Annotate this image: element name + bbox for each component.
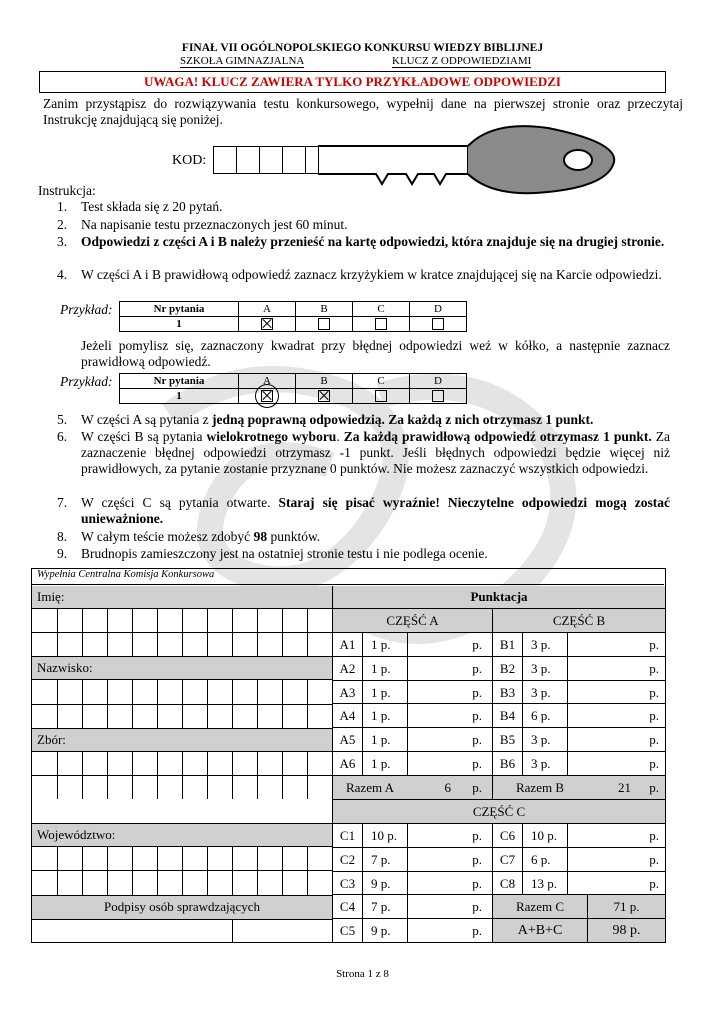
score-field[interactable]: p. [567, 823, 665, 847]
letter-box[interactable] [282, 632, 307, 656]
question-points: 1 p. [362, 727, 407, 751]
score-field[interactable]: p. [567, 727, 665, 751]
question-id: C3 [332, 871, 362, 895]
question-id: B5 [492, 727, 522, 751]
key-icon [318, 124, 618, 196]
col-a: A [239, 302, 296, 317]
letter-box[interactable] [157, 632, 182, 656]
question-id: B2 [492, 656, 522, 680]
letter-box[interactable] [107, 870, 132, 895]
letter-box[interactable] [182, 679, 207, 704]
letter-box[interactable] [132, 632, 157, 656]
letter-box[interactable] [57, 775, 82, 799]
score-field[interactable]: p. [407, 871, 492, 895]
letter-box[interactable] [32, 632, 57, 656]
letter-box[interactable] [232, 870, 257, 895]
filled-by-label: Wypełnia Centralna Komisja Konkursowa [32, 569, 664, 585]
row-number: 1 [120, 389, 239, 404]
example-table-2 [119, 373, 467, 404]
score-field[interactable]: p. [407, 918, 492, 942]
razem-c-label: Razem C [492, 894, 587, 918]
letter-box[interactable] [107, 704, 132, 728]
letter-box[interactable] [157, 751, 182, 775]
score-field[interactable]: p. [567, 656, 665, 680]
letter-box[interactable] [307, 870, 332, 895]
col-nr: Nr pytania [120, 374, 239, 389]
letter-box[interactable] [32, 608, 57, 632]
intro-text: Zanim przystąpisz do rozwiązywania testu konkursowego, wypełnij dane na pierwszej stronie oraz przeczytaj Instrukcję znajdującą się poniżej. [43, 96, 683, 127]
question-id: C2 [332, 847, 362, 871]
score-field[interactable]: p. [567, 847, 665, 871]
letter-box[interactable] [182, 751, 207, 775]
question-points: 1 p. [362, 656, 407, 680]
letter-box[interactable] [207, 704, 232, 728]
letter-box[interactable] [82, 846, 107, 870]
question-id: C7 [492, 847, 522, 871]
score-field[interactable]: p. [407, 632, 492, 656]
question-id: C4 [332, 894, 362, 918]
question-points: 10 p. [522, 823, 567, 847]
letter-box[interactable] [182, 846, 207, 870]
kod-boxes[interactable] [214, 146, 329, 174]
razem-b-label: Razem B [492, 775, 587, 799]
doc-title: FINAŁ VII OGÓLNOPOLSKIEGO KONKURSU WIEDZY BIBLIJNEJ [181, 42, 544, 54]
question-id: B6 [492, 751, 522, 775]
warning-banner: UWAGA! KLUCZ ZAWIERA TYLKO PRZYKŁADOWE ODPOWIEDZI [39, 71, 666, 93]
letter-box[interactable] [57, 846, 82, 870]
col-b: B [296, 374, 353, 389]
letter-box[interactable] [282, 679, 307, 704]
letter-box[interactable] [232, 704, 257, 728]
signature-field-1[interactable] [32, 919, 232, 942]
czesc-c-header: CZĘŚĆ C [332, 799, 665, 823]
punktacja-header: Punktacja [332, 586, 665, 608]
letter-box[interactable] [132, 846, 157, 870]
instruction-1: 1. Test składa się z 20 pytań. [57, 199, 223, 214]
score-field[interactable]: p. [407, 894, 492, 918]
letter-box[interactable] [82, 775, 107, 799]
instruction-9: 9. Brudnopis zamieszczony jest na ostatniej stronie testu i nie podlega ocenie. [57, 546, 488, 561]
letter-box[interactable] [107, 846, 132, 870]
letter-box[interactable] [32, 775, 57, 799]
checkbox-circled[interactable] [261, 390, 273, 402]
letter-box[interactable] [157, 846, 182, 870]
letter-box[interactable] [182, 870, 207, 895]
podpisy-label: Podpisy osób sprawdzających [32, 895, 332, 919]
letter-box[interactable] [32, 846, 57, 870]
question-points: 13 p. [522, 871, 567, 895]
imie-label: Imię: [32, 586, 332, 608]
letter-box[interactable] [257, 775, 282, 799]
letter-box[interactable] [132, 704, 157, 728]
letter-box[interactable] [232, 846, 257, 870]
letter-box[interactable] [157, 870, 182, 895]
question-id: C1 [332, 823, 362, 847]
kod-box[interactable] [259, 146, 283, 174]
example-label-1: Przykład: [60, 302, 113, 317]
score-field[interactable]: p. [407, 751, 492, 775]
letter-box[interactable] [57, 751, 82, 775]
question-points: 7 p. [362, 894, 407, 918]
score-field[interactable]: p. [407, 703, 492, 727]
letter-box[interactable] [182, 608, 207, 632]
letter-box[interactable] [132, 870, 157, 895]
question-id: C8 [492, 871, 522, 895]
letter-box[interactable] [182, 632, 207, 656]
instruction-6: 6. W części B są pytania wielokrotnego wyboru. Za każdą prawidłową odpowiedź otrzymasz 1 punkt. Za zaznaczenie błędnej odpowiedzi otrzymasz -1 punkt. Jeśli błędnych odpowiedzi będzie więcej niż prawidłowych, za pytanie zostanie przyznane 0 punktów. Nie możesz zaznaczyć wszystkich odpowiedzi. [57, 429, 671, 476]
letter-box[interactable] [307, 751, 332, 775]
instruction-4b: Jeżeli pomylisz się, zaznaczony kwadrat przy błędnej odpowiedzi weź w kółko, a następnie zaznacz prawidłową odpowiedź. [81, 338, 670, 369]
question-points: 3 p. [522, 632, 567, 656]
letter-box[interactable] [57, 870, 82, 895]
instruction-5: 5. W części A są pytania z jedną poprawną odpowiedzią. Za każdą z nich otrzymasz 1 punkt. [57, 412, 594, 427]
question-id: B4 [492, 703, 522, 727]
letter-box[interactable] [307, 704, 332, 728]
razem-b-value: 21 [587, 775, 637, 799]
question-points: 10 p. [362, 823, 407, 847]
letter-box[interactable] [82, 704, 107, 728]
answer-key-label: KLUCZ Z ODPOWIEDZIAMI [392, 55, 532, 67]
instruction-8: 8. W całym teście możesz zdobyć 98 punktów. [57, 529, 321, 544]
page-number: Strona 1 z 8 [336, 968, 389, 980]
question-id: C6 [492, 823, 522, 847]
letter-box[interactable] [82, 679, 107, 704]
letter-box[interactable] [132, 608, 157, 632]
letter-box[interactable] [207, 608, 232, 632]
razem-b-unit: p. [637, 775, 665, 799]
question-points: 6 p. [522, 703, 567, 727]
letter-box[interactable] [257, 751, 282, 775]
checkbox[interactable] [432, 390, 444, 402]
kod-box[interactable] [213, 146, 237, 174]
question-points: 9 p. [362, 871, 407, 895]
question-points: 6 p. [522, 847, 567, 871]
letter-box[interactable] [282, 608, 307, 632]
letter-box[interactable] [182, 704, 207, 728]
score-field[interactable]: p. [567, 703, 665, 727]
instructions-heading: Instrukcja: [38, 183, 96, 198]
wojewodztwo-label: Województwo: [32, 823, 332, 846]
row-number: 1 [120, 317, 239, 332]
checkbox[interactable] [318, 318, 330, 330]
letter-box[interactable] [307, 775, 332, 799]
question-id: A5 [332, 727, 362, 751]
letter-box[interactable] [82, 632, 107, 656]
letter-box[interactable] [107, 751, 132, 775]
score-field[interactable]: p. [567, 632, 665, 656]
letter-box[interactable] [207, 679, 232, 704]
question-points: 3 p. [522, 680, 567, 704]
score-field[interactable]: p. [407, 727, 492, 751]
letter-box[interactable] [182, 775, 207, 799]
score-field[interactable]: p. [407, 680, 492, 704]
instruction-7: 7. W części C są pytania otwarte. Staraj się pisać wyraźnie! Nieczytelne odpowiedzi mogą zostać unieważnione. [57, 495, 670, 526]
letter-box[interactable] [82, 751, 107, 775]
letter-box[interactable] [157, 608, 182, 632]
score-field[interactable]: p. [567, 871, 665, 895]
letter-box[interactable] [57, 704, 82, 728]
razem-a-unit: p. [457, 775, 492, 799]
letter-box[interactable] [307, 608, 332, 632]
example-table-1 [119, 301, 467, 332]
letter-box[interactable] [207, 632, 232, 656]
signature-field-2[interactable] [232, 919, 332, 942]
nazwisko-label: Nazwisko: [32, 656, 332, 679]
letter-box[interactable] [232, 679, 257, 704]
razem-a-value: 6 [407, 775, 457, 799]
letter-box[interactable] [207, 775, 232, 799]
razem-c-value: 71 p. [587, 894, 665, 918]
letter-box[interactable] [282, 846, 307, 870]
letter-box[interactable] [32, 870, 57, 895]
instruction-3: 3. Odpowiedzi z części A i B należy przenieść na kartę odpowiedzi, która znajduje się na drugiej stronie. [57, 234, 665, 249]
letter-box[interactable] [307, 846, 332, 870]
example-label-2: Przykład: [60, 374, 113, 389]
question-points: 9 p. [362, 918, 407, 942]
question-id: B1 [492, 632, 522, 656]
letter-box[interactable] [232, 751, 257, 775]
question-points: 1 p. [362, 751, 407, 775]
checkbox[interactable] [375, 318, 387, 330]
instruction-4: 4. W części A i B prawidłową odpowiedź zaznacz krzyżykiem w kratce znajdującej się na Karcie odpowiedzi. [57, 267, 662, 282]
letter-box[interactable] [32, 679, 57, 704]
question-points: 7 p. [362, 847, 407, 871]
letter-box[interactable] [57, 679, 82, 704]
letter-box[interactable] [107, 608, 132, 632]
letter-box[interactable] [257, 632, 282, 656]
question-points: 3 p. [522, 656, 567, 680]
question-id: A2 [332, 656, 362, 680]
col-b: B [296, 302, 353, 317]
checkbox-checked[interactable] [318, 390, 330, 402]
letter-box[interactable] [82, 608, 107, 632]
col-a: A [239, 374, 296, 389]
letter-box[interactable] [257, 846, 282, 870]
question-id: C5 [332, 918, 362, 942]
razem-a-label: Razem A [332, 775, 407, 799]
letter-box[interactable] [57, 632, 82, 656]
instruction-2: 2. Na napisanie testu przeznaczonych jest 60 minut. [57, 217, 348, 232]
letter-box[interactable] [257, 870, 282, 895]
czesc-b-header: CZĘŚĆ B [492, 608, 665, 632]
col-c: C [353, 374, 410, 389]
score-field[interactable]: p. [407, 847, 492, 871]
letter-box[interactable] [232, 775, 257, 799]
col-nr: Nr pytania [120, 302, 239, 317]
grading-form [31, 568, 666, 943]
question-points: 3 p. [522, 727, 567, 751]
letter-box[interactable] [232, 608, 257, 632]
col-c: C [353, 302, 410, 317]
letter-box[interactable] [282, 775, 307, 799]
letter-box[interactable] [132, 679, 157, 704]
checkbox[interactable] [432, 318, 444, 330]
letter-box[interactable] [57, 608, 82, 632]
school-label: SZKOŁA GIMNAZJALNA [180, 55, 305, 67]
letter-box[interactable] [282, 870, 307, 895]
letter-box[interactable] [132, 751, 157, 775]
question-id: B3 [492, 680, 522, 704]
score-field[interactable]: p. [567, 751, 665, 775]
letter-box[interactable] [157, 679, 182, 704]
letter-box[interactable] [282, 704, 307, 728]
letter-box[interactable] [282, 751, 307, 775]
question-points: 1 p. [362, 632, 407, 656]
letter-box[interactable] [307, 679, 332, 704]
letter-box[interactable] [232, 632, 257, 656]
score-field[interactable]: p. [567, 680, 665, 704]
letter-box[interactable] [107, 679, 132, 704]
total-value: 98 p. [587, 918, 665, 942]
score-field[interactable]: p. [407, 656, 492, 680]
question-id: A4 [332, 703, 362, 727]
letter-box[interactable] [157, 704, 182, 728]
col-d: D [410, 302, 467, 317]
letter-box[interactable] [32, 704, 57, 728]
question-points: 1 p. [362, 680, 407, 704]
question-id: A3 [332, 680, 362, 704]
total-label: A+B+C [492, 918, 587, 942]
zbor-label: Zbór: [32, 728, 332, 751]
letter-box[interactable] [132, 775, 157, 799]
letter-box[interactable] [32, 751, 57, 775]
letter-box[interactable] [257, 704, 282, 728]
letter-box[interactable] [82, 870, 107, 895]
letter-box[interactable] [257, 608, 282, 632]
letter-box[interactable] [207, 870, 232, 895]
letter-box[interactable] [257, 679, 282, 704]
letter-box[interactable] [307, 632, 332, 656]
kod-box[interactable] [282, 146, 306, 174]
question-points: 1 p. [362, 703, 407, 727]
letter-box[interactable] [107, 775, 132, 799]
czesc-a-header: CZĘŚĆ A [332, 608, 492, 632]
kod-box[interactable] [236, 146, 260, 174]
col-d: D [410, 374, 467, 389]
question-points: 3 p. [522, 751, 567, 775]
checkbox-checked[interactable] [261, 318, 273, 330]
question-id: A6 [332, 751, 362, 775]
question-id: A1 [332, 632, 362, 656]
score-field[interactable]: p. [407, 823, 492, 847]
letter-box[interactable] [207, 846, 232, 870]
letter-box[interactable] [157, 775, 182, 799]
letter-box[interactable] [207, 751, 232, 775]
letter-box[interactable] [107, 632, 132, 656]
kod-label: KOD: [172, 153, 207, 168]
checkbox[interactable] [375, 390, 387, 402]
